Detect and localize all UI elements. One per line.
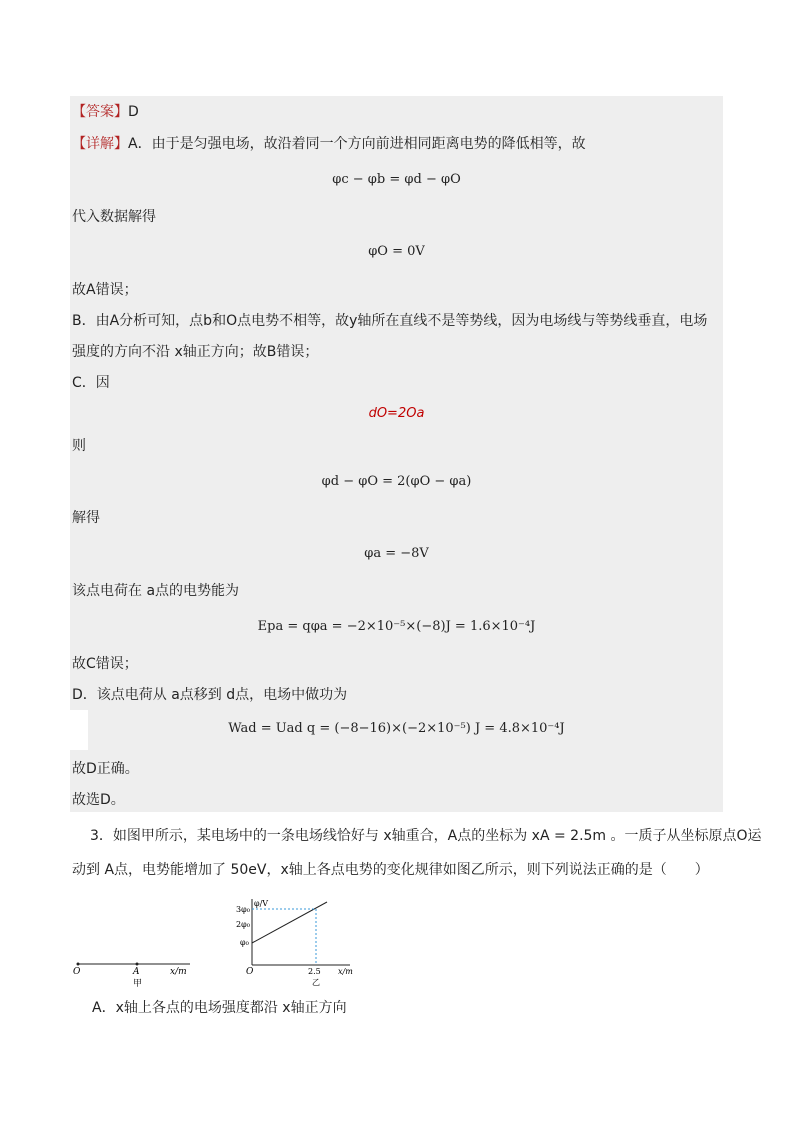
equation-6-text: Epa = qφa = −2×10⁻⁵×(−8)J = 1.6×10⁻⁴J [257, 619, 536, 634]
equation-5 [70, 544, 723, 564]
question-3-line-2: 动到 A点，电势能增加了 50eV，x轴上各点电势的变化规律如图乙所示，则下列说法正确的是（ ） [72, 862, 709, 878]
answer-value: D [128, 104, 139, 120]
detail-line-a3: 故A错误； [72, 282, 138, 298]
figure-yi-y-label: φ/V [254, 899, 269, 908]
question-3-line-1: 3．如图甲所示，某电场中的一条电场线恰好与 x轴重合，A点的坐标为 xA = 2.5m 。一质子从坐标原点O运 [90, 828, 762, 844]
equation-3-text: dO=2Oa [368, 406, 425, 421]
equation-5-text: φa = −8V [364, 546, 429, 561]
figure-jia-caption: 甲 [133, 979, 143, 989]
equation-1 [70, 170, 723, 190]
figure-yi-tick-2: 2φ₀ [236, 920, 250, 929]
figure-yi-x-tick: 2.5 [308, 967, 321, 976]
equation-1-text: φc − φb = φd − φO [332, 172, 461, 187]
equation-2 [70, 242, 723, 262]
detail-text-a1: A．由于是匀强电场，故沿着同一个方向前进相同距离电势的降低相等，故 [128, 136, 586, 152]
option-a: A．x轴上各点的电场强度都沿 x轴正方向 [92, 1000, 347, 1016]
answer-line [72, 102, 139, 122]
figure-jia-origin-dot [77, 963, 80, 966]
figure-yi-caption: 乙 [312, 978, 320, 987]
figure-jia-point-dot [136, 963, 139, 966]
equation-7-text: Wad = Uad q = (−8−16)×(−2×10⁻⁵) J = 4.8×10⁻⁴J [228, 721, 565, 736]
figure-yi-origin-label: O [246, 967, 254, 977]
detail-line-c3: 解得 [72, 510, 100, 526]
detail-tag: 【详解】 [72, 136, 128, 152]
equation-4 [70, 472, 723, 492]
detail-line-c1: C．因 [72, 375, 110, 391]
answer-tag: 【答案】 [72, 104, 128, 120]
detail-line-c2: 则 [72, 438, 86, 454]
detail-line-final: 故选D。 [72, 792, 125, 808]
detail-line-b2: 强度的方向不沿 x轴正方向；故B错误； [72, 344, 319, 360]
equation-4-text: φd − φO = 2(φO − φa) [321, 474, 472, 489]
figure-yi-tick-1: φ₀ [240, 938, 249, 947]
equation-7 [70, 719, 723, 739]
figure-jia-point-label: A [133, 967, 140, 977]
detail-line-a2: 代入数据解得 [72, 209, 156, 225]
equation-3 [70, 404, 723, 424]
equation-6 [70, 617, 723, 637]
figure-jia-origin-label: O [73, 967, 81, 977]
equation-2-text: φO = 0V [368, 244, 425, 259]
figure-yi-x-label: x/m [338, 967, 353, 976]
figure-yi [232, 895, 362, 987]
detail-line-c4: 该点电荷在 a点的电势能为 [72, 583, 240, 599]
detail-line-d1: D．该点电荷从 a点移到 d点，电场中做功为 [72, 687, 348, 703]
detail-line-a1 [72, 134, 586, 154]
detail-line-c5: 故C错误； [72, 656, 138, 672]
detail-line-b1: B．由A分析可知，点b和O点电势不相等，故y轴所在直线不是等势线，因为电场线与等势线垂直，电场 [72, 313, 708, 329]
detail-line-d2: 故D正确。 [72, 761, 139, 777]
figure-jia-axis-label: x/m [170, 967, 187, 977]
figure-yi-tick-3: 3φ₀ [236, 905, 250, 914]
